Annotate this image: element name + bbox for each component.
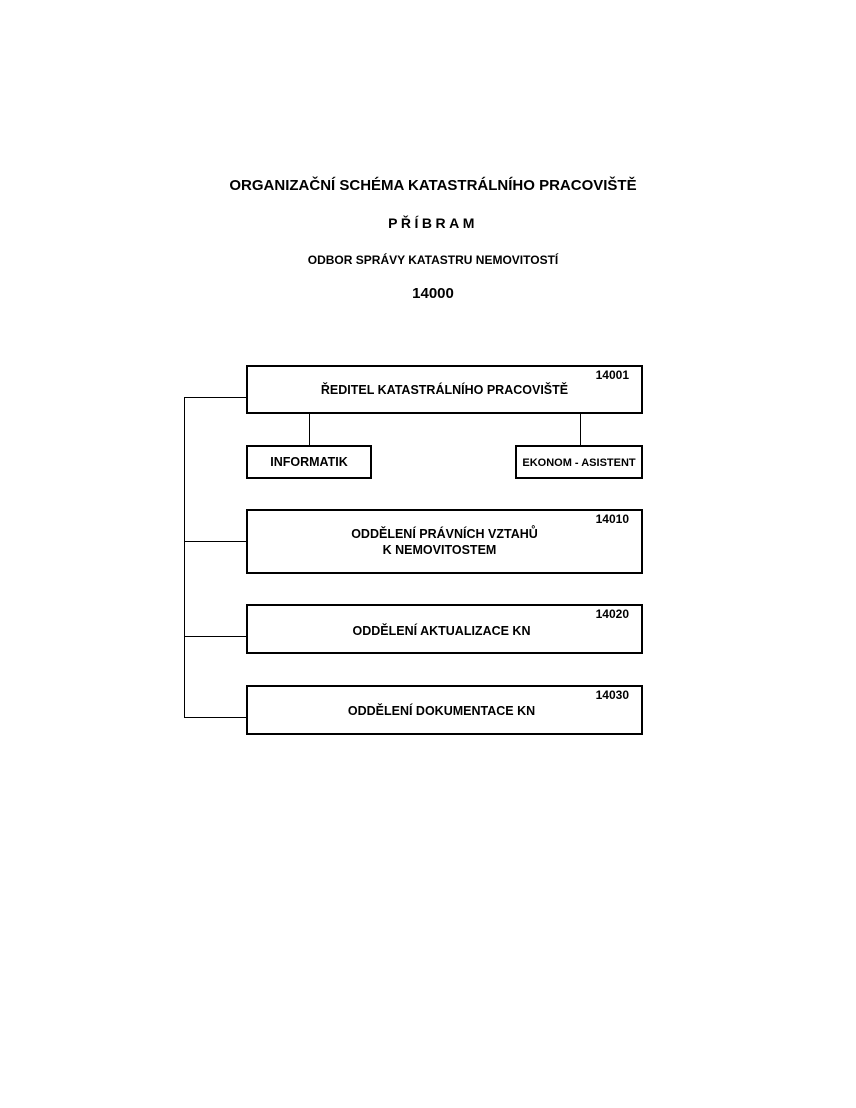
ekonom-box [515,445,643,479]
update-department-label: ODDĚLENÍ AKTUALIZACE KN [352,624,531,638]
legal-department-box [246,509,643,574]
director-box [246,365,643,414]
connector-update [184,636,247,637]
legal-department-label-line2: K NEMOVITOSTEM [382,543,497,557]
informatik-label: INFORMATIK [270,455,348,469]
connector-ekonom [580,413,581,446]
ekonom-label: EKONOM - ASISTENT [522,457,636,469]
documentation-department-code: 14030 [595,688,629,702]
connector-informatik [309,413,310,446]
left-trunk-line [184,397,185,718]
department-code: 14000 [412,285,454,302]
department-heading: ODBOR SPRÁVY KATASTRU NEMOVITOSTÍ [307,253,559,267]
update-department-box [246,604,643,654]
legal-department-label-line1: ODDĚLENÍ PRÁVNÍCH VZTAHŮ [351,527,538,541]
connector-docs [184,717,247,718]
documentation-department-box [246,685,643,735]
informatik-box [246,445,372,479]
director-code: 14001 [595,368,629,382]
documentation-department-label: ODDĚLENÍ DOKUMENTACE KN [347,704,536,718]
director-label: ŘEDITEL KATASTRÁLNÍHO PRACOVIŠTĚ [320,383,569,397]
page-title: ORGANIZAČNÍ SCHÉMA KATASTRÁLNÍHO PRACOVIŠTĚ [229,177,637,194]
connector-director [184,397,247,398]
legal-department-code: 14010 [595,512,629,526]
city-heading: PŘÍBRAM [388,215,478,231]
update-department-code: 14020 [595,607,629,621]
